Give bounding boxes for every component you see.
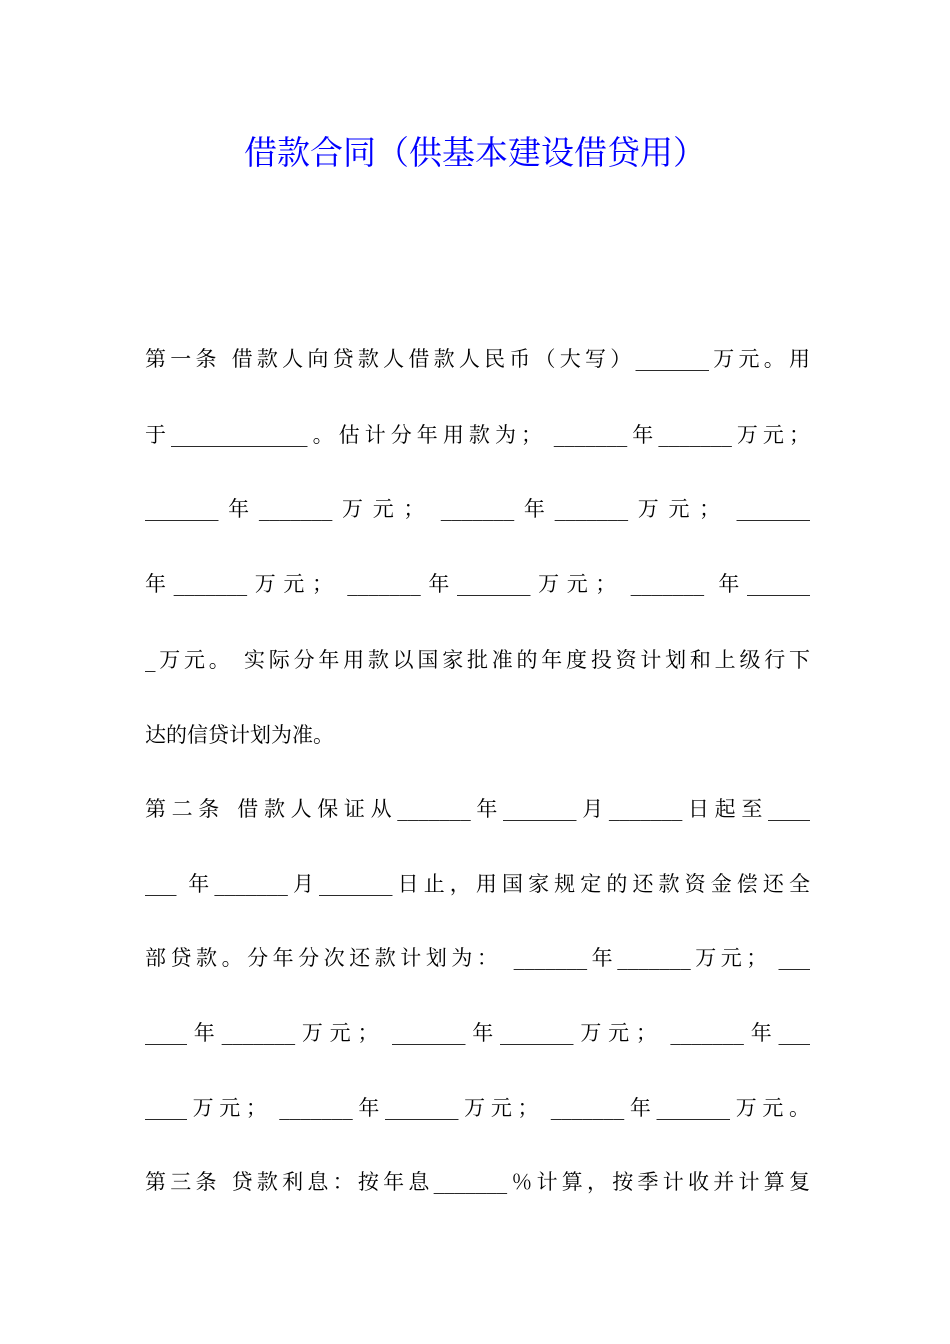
article-2-line-1: 第二条 借款人保证从_______年_______月_______日起至____ [145, 797, 810, 821]
article-2-line-5: ____万元； _______年_______万元； _______年_______万元。 [145, 1096, 810, 1120]
article-1-line-6: 达的信贷计划为准。 [145, 723, 334, 747]
document-title: 借款合同（供基本建设借贷用） [244, 133, 706, 172]
article-1-line-5: _万元。 实际分年用款以国家批准的年度投资计划和上级行下 [145, 648, 810, 672]
article-3-line-1: 第三条 贷款利息：按年息_______％计算，按季计收并计算复 [145, 1170, 810, 1194]
article-2-line-2: ___ 年_______月_______日止，用国家规定的还款资金偿还全 [145, 872, 810, 896]
article-2-line-3: 部贷款。分年分次还款计划为： _______年_______万元； ___ [145, 946, 810, 970]
article-1-line-2: 于_____________。估计分年用款为； _______年_______万元； [145, 423, 810, 447]
article-2-line-4: ____年_______万元； _______年_______万元； _______年___ [145, 1021, 810, 1045]
article-1-line-1: 第一条 借款人向贷款人借款人民币（大写）_______万元。用 [145, 347, 810, 371]
article-1-line-3: _______年_______万元； _______年_______万元； _______ [145, 497, 810, 521]
article-1-line-4: 年_______万元； _______年_______万元； _______ 年______ [145, 572, 810, 596]
